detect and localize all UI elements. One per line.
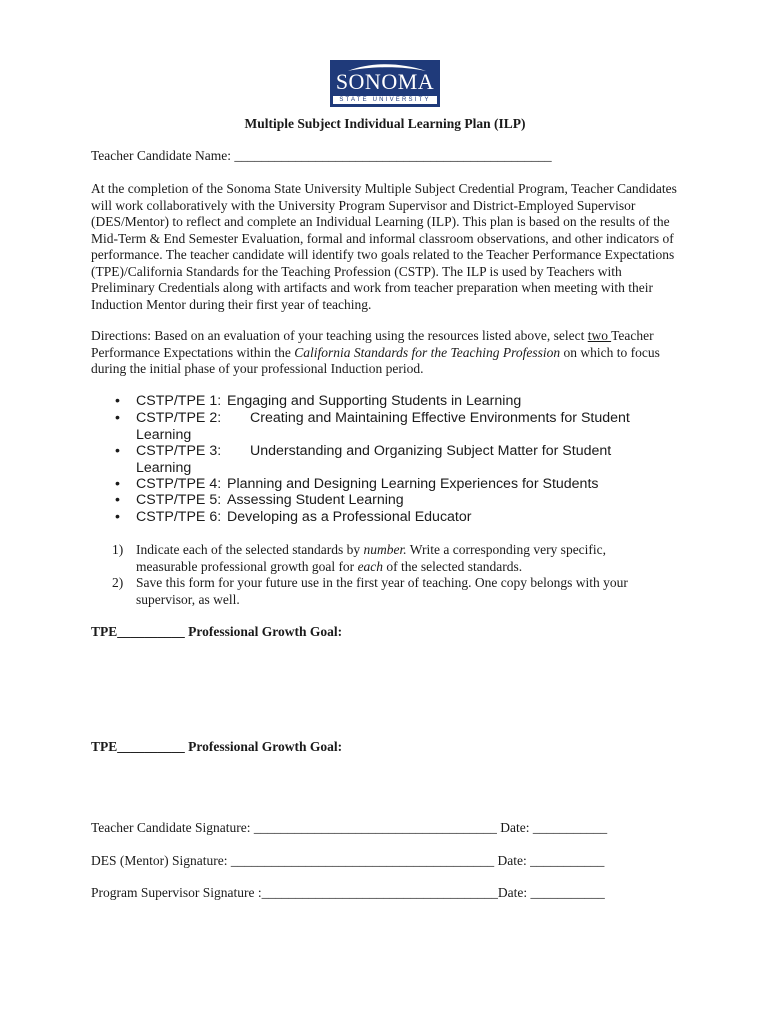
- instruction-text: Indicate each of the selected standards by number. Write a corresponding very specific, measurable professional growth goal for each of the selected standards.: [136, 542, 607, 574]
- standard-code: CSTP/TPE 1:: [136, 393, 222, 409]
- standard-code: CSTP/TPE 2:: [136, 410, 222, 426]
- bullet-icon: •: [115, 393, 120, 409]
- directions-paragraph: [91, 328, 681, 378]
- standard-text: Understanding and Organizing Subject Matter for Student: [250, 443, 612, 459]
- logo-subtext: STATE UNIVERSITY: [333, 96, 437, 104]
- standard-text-wrap: Learning: [136, 426, 192, 443]
- des-mentor-signature-line[interactable]: DES (Mentor) Signature: _______________________________________ Date: ___________: [91, 853, 605, 868]
- teacher-candidate-signature-line[interactable]: Teacher Candidate Signature: ____________________________________ Date: ___________: [91, 820, 608, 835]
- standard-code: CSTP/TPE 6:: [136, 509, 222, 525]
- standard-code: CSTP/TPE 4:: [136, 476, 222, 492]
- candidate-name-field[interactable]: Teacher Candidate Name: _______________________________________________: [91, 148, 552, 163]
- sonoma-state-logo: [330, 60, 440, 107]
- directions-underlined: two: [587, 328, 612, 343]
- standard-text: Engaging and Supporting Students in Learning: [227, 393, 522, 409]
- bullet-icon: •: [115, 492, 120, 508]
- growth-goal-2[interactable]: TPE__________ Professional Growth Goal:: [91, 739, 343, 754]
- standard-code: CSTP/TPE 3:: [136, 443, 222, 459]
- instruction-number: 2): [112, 575, 124, 590]
- directions-italic: California Standards for the Teaching Profession: [294, 344, 561, 360]
- bullet-icon: •: [115, 509, 120, 525]
- bullet-icon: •: [115, 443, 120, 459]
- bullet-icon: •: [115, 476, 120, 492]
- instruction-number: 1): [112, 542, 124, 557]
- directions-text-1: Directions: Based on an evaluation of your teaching using the resources listed above, select: [91, 328, 588, 343]
- growth-goal-1[interactable]: TPE__________ Professional Growth Goal:: [91, 624, 343, 639]
- instruction-text: Save this form for your future use in the first year of teaching. One copy belongs with your supervisor, as well.: [136, 575, 628, 607]
- bullet-icon: •: [115, 410, 120, 426]
- intro-paragraph: At the completion of the Sonoma State University Multiple Subject Credential Program, Teacher Candidates will work collaboratively with the University Program Supervisor and District-Employed Supervisor (DES/Mentor) to reflect and complete an Individual Learning (ILP). This plan is based on the results of the Mid-Term & End Semester Evaluation, formal and informal classroom observations, and other indicators of performance. The teacher candidate will identify two goals related to the Teacher Performance Expectations (TPE)/California Standards for the Teaching Profession (CSTP). The ILP is used by Teachers with Preliminary Credentials along with artifacts and work from teacher preparation when meeting with their Induction Mentor during their first year of teaching.: [91, 181, 677, 312]
- directions-text-3: on which to focus during the initial phase of your professional Induction period.: [91, 344, 660, 376]
- standard-text: Planning and Designing Learning Experiences for Students: [227, 476, 599, 492]
- logo-wordmark: SONOMA: [335, 69, 435, 94]
- program-supervisor-signature-line[interactable]: Program Supervisor Signature :___________________________________Date: ___________: [91, 885, 605, 900]
- standard-text: Creating and Maintaining Effective Environments for Student: [250, 410, 630, 426]
- standard-text-wrap: Learning: [136, 459, 192, 476]
- standard-text: Developing as a Professional Educator: [227, 509, 472, 525]
- standard-code: CSTP/TPE 5:: [136, 492, 222, 508]
- page-title: Multiple Subject Individual Learning Plan (ILP): [244, 116, 526, 131]
- standard-text: Assessing Student Learning: [227, 492, 404, 508]
- directions-text-2: Teacher Performance Expectations within the: [91, 328, 654, 360]
